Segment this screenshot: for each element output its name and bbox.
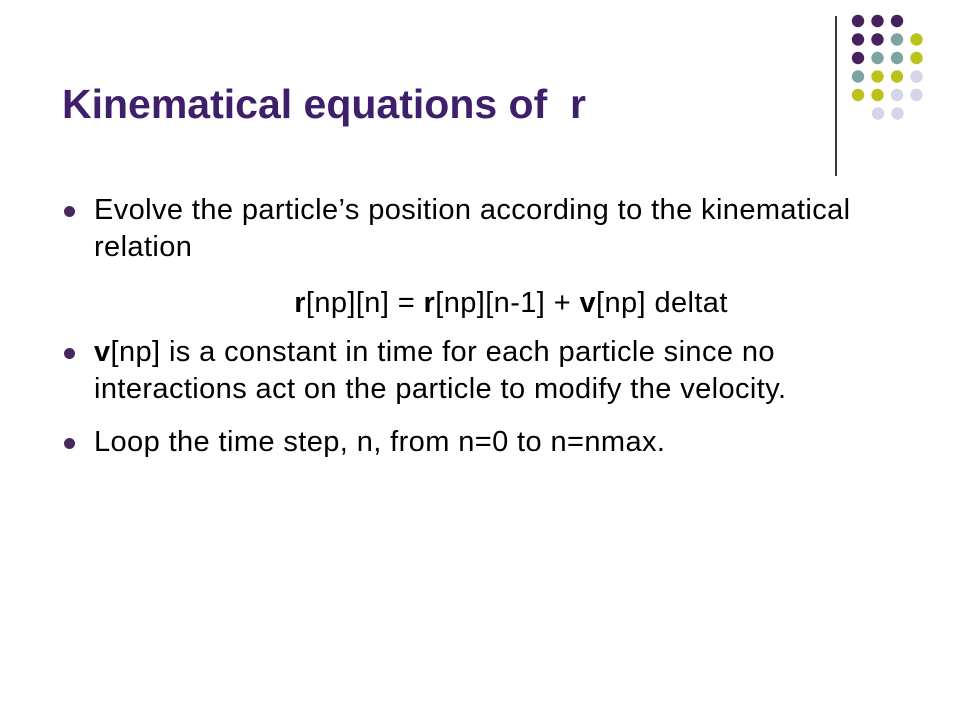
decorative-dot	[852, 70, 864, 82]
bullet-text: Evolve the particle’s position according to the kinematical relation	[94, 194, 851, 263]
decorative-dot	[871, 33, 883, 45]
formula-v-bold: v	[579, 287, 597, 319]
formula-line	[60, 285, 900, 322]
decorative-dot	[891, 33, 903, 45]
formula-r-bold: r	[294, 287, 306, 319]
bullet-dot-icon	[64, 348, 75, 359]
decorative-dot	[891, 107, 903, 119]
formula-text-3: [np] deltat	[596, 287, 728, 319]
decorative-dot	[872, 107, 884, 119]
formula-text-1: [np][n] =	[305, 287, 424, 319]
formula-r-bold-2: r	[423, 287, 436, 319]
slide-title: Kinematical equations of r	[62, 81, 586, 127]
bullet-dot-icon	[64, 206, 75, 217]
decorative-dot	[910, 33, 922, 45]
decorative-dot	[852, 33, 864, 45]
decorative-dot	[871, 70, 883, 82]
formula-text-2: [np][n-1] +	[435, 287, 580, 319]
decorative-dot	[852, 89, 864, 101]
decorative-dot	[871, 89, 883, 101]
bullet-item-loop	[60, 424, 900, 461]
bullet-text: [np] is a constant in time for each particle since no interactions act on the particle to modify the velocity.	[94, 336, 787, 405]
bullet-item-velocity	[60, 334, 900, 408]
decorative-dot	[910, 70, 922, 82]
decorative-dot	[910, 89, 922, 101]
decorative-dot	[891, 89, 903, 101]
bullet-list	[60, 192, 900, 461]
vertical-divider	[835, 16, 837, 176]
bullet-bold-lead: v	[94, 336, 111, 368]
bullet-dot-icon	[64, 438, 75, 449]
decorative-dot	[871, 15, 883, 27]
decorative-dot	[891, 52, 903, 64]
decorative-dot	[910, 52, 922, 64]
decorative-dot	[852, 15, 864, 27]
decorative-dot	[891, 70, 903, 82]
bullet-text: Loop the time step, n, from n=0 to n=nmax.	[94, 426, 666, 458]
bullet-item-evolve	[60, 192, 900, 266]
decorative-dot	[891, 15, 903, 27]
decorative-dot	[852, 52, 864, 64]
decorative-dot	[871, 52, 883, 64]
